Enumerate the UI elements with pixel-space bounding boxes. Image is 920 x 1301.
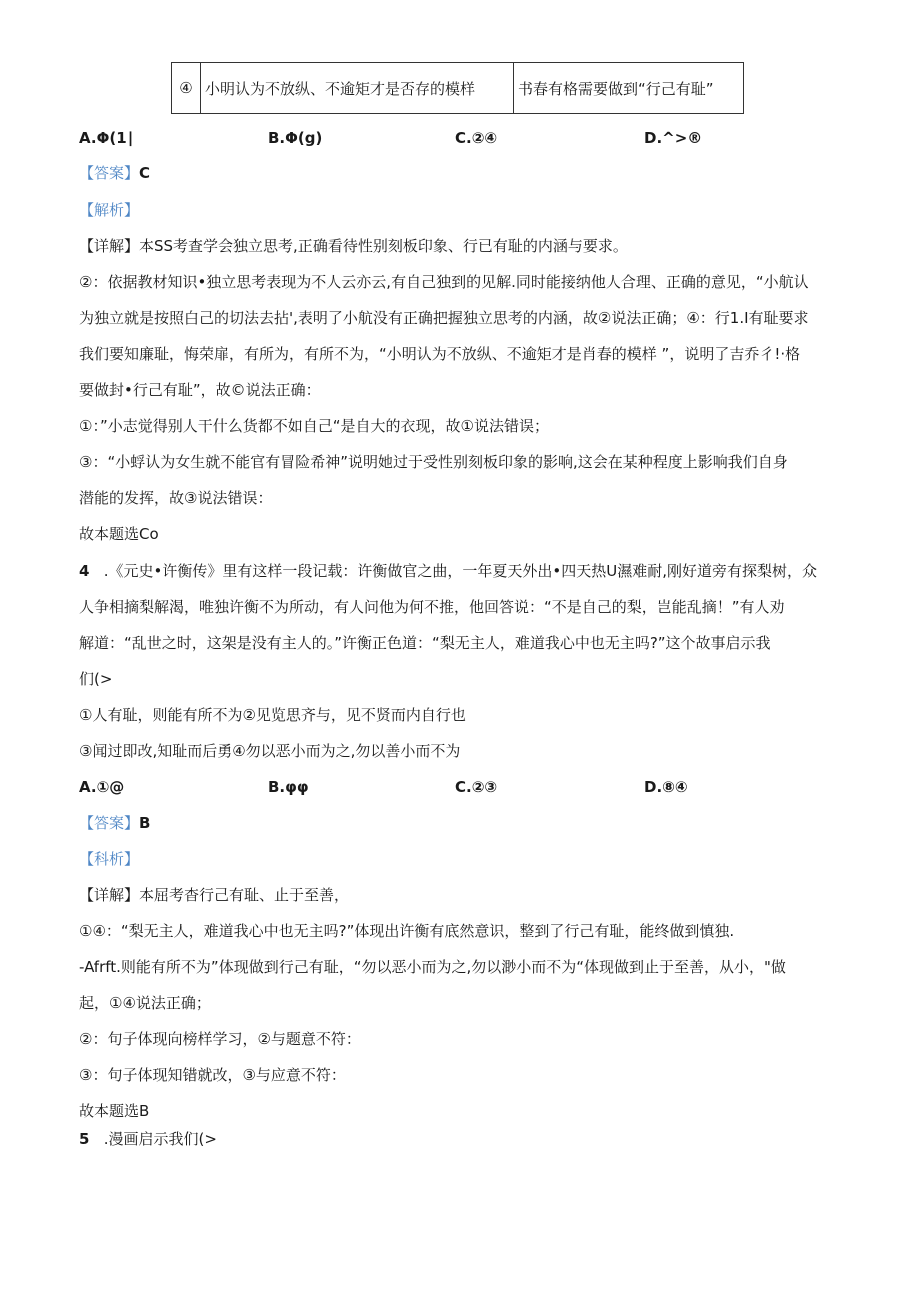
q4-line: 【详解】本屈考杳行己有耻、止于至善， xyxy=(79,886,350,904)
table-row xyxy=(172,63,744,114)
q4-item: ①人有耻，则能有所不为②见览思齐与，见不贤而内自行也 xyxy=(79,706,466,724)
q4-line: 起，①④说法正确； xyxy=(79,994,211,1012)
q4-line: -Afrft.则能有所不为”体现做到行己有耻，“勿以恶小而为之,勿以渺小而不为“体现做到止于至善，从小，"做 xyxy=(79,958,786,976)
q4-line: ③：句子体现知错就改，③与应意不符： xyxy=(79,1066,346,1084)
q3-option-c: C.②④ xyxy=(455,129,498,147)
q3-conclusion: 故本题选Co xyxy=(79,525,159,543)
q3-analysis-tag: 【解析】 xyxy=(79,201,140,219)
table-cell-statement: 小明认为不放纵、不逾矩才是否存的模样 xyxy=(201,63,514,114)
q4-conclusion: 故本题选B xyxy=(79,1102,150,1120)
q4-answer xyxy=(79,812,150,834)
q5-stem xyxy=(79,1128,217,1150)
answer-value: B xyxy=(139,814,151,832)
question-number: 5 xyxy=(79,1130,90,1148)
q4-analysis-tag: 【科析】 xyxy=(79,850,140,868)
q5-stem-text: .漫画启示我们(> xyxy=(103,1130,217,1148)
q4-stem-text: .《元史•许衡传》里有这样一段记载：许衡做官之曲，一年夏天外出•四天热U濕难耐,刚好道旁有探梨树，众 xyxy=(103,562,817,580)
question-number: 4 xyxy=(79,562,90,580)
q4-line: ②：句子体现向榜样学习，②与题意不符： xyxy=(79,1030,361,1048)
q3-line: ③：“小蜉认为女生就不能官有冒险希神”说明她过于受性别刻板印象的影响,这会在某种程度上影响我们自身 xyxy=(79,453,788,471)
q4-option-b: B.φφ xyxy=(268,778,309,796)
option-table xyxy=(171,62,744,114)
answer-tag: 【答案】 xyxy=(79,164,140,182)
q3-line: 要做封•行己有耻”，故©说法正确： xyxy=(79,381,321,399)
q4-option-c: C.②③ xyxy=(455,778,498,796)
q4-option-d: D.⑧④ xyxy=(644,778,688,796)
table-cell-conclusion: 书春有格需要做到“行己有耻” xyxy=(514,63,744,114)
q3-line: 【详解】本SS考查学会独立思考,正确看待性别刻板印象、行已有耻的内涵与要求。 xyxy=(79,237,628,255)
q3-option-d: D.^>® xyxy=(644,129,703,147)
q3-line: 我们要知廉耻，悔荣扉，有所为，有所不为，“小明认为不放纵、不逾矩才是肖春的模样 ”，说明了吉乔彳!·格 xyxy=(79,345,801,363)
q4-stem-first xyxy=(79,560,817,582)
q3-line: 潜能的发挥，故③说法错误： xyxy=(79,489,273,507)
q4-stem-line: 解道：“乱世之时，这架是没有主人的。”许衡正色道：“梨无主人，难道我心中也无主吗?”这个故事启示我 xyxy=(79,634,771,652)
q3-line: 为独立就是按照白己的切法去拈',表明了小航没有正确把握独立思考的内涵，故②说法正确；④：行1.I有耻要求 xyxy=(79,309,809,327)
q3-answer xyxy=(79,162,150,184)
answer-tag: 【答案】 xyxy=(79,814,140,832)
q3-option-a: A.Φ(1∣ xyxy=(79,129,135,147)
q3-option-b: B.Φ(g) xyxy=(268,129,323,147)
q4-option-a: A.①@ xyxy=(79,778,125,796)
q4-stem-line: 们(> xyxy=(79,670,113,688)
q4-stem-line: 人争相摘梨解渴，唯独许衡不为所动，有人问他为何不推，他回答说：“不是自己的梨，岂能乱摘！”有人劝 xyxy=(79,598,785,616)
q4-line: ①④：“梨无主人，难道我心中也无主吗?”体现出许衡有底然意识，整到了行己有耻，能终做到慎独. xyxy=(79,922,735,940)
answer-value: C xyxy=(139,164,151,182)
q3-line: ①：”小志觉得别人干什么货都不如自己“是自大的衣现，故①说法错误； xyxy=(79,417,549,435)
q3-line: ②：依据教材知识•独立思考表现为不人云亦云,有自己独到的见解.同时能接纳他人合理、正确的意见，“小航认 xyxy=(79,273,809,291)
table-cell-number: ④ xyxy=(172,63,201,114)
q4-item: ③闻过即改,知耻而后勇④勿以恶小而为之,勿以善小而不为 xyxy=(79,742,461,760)
